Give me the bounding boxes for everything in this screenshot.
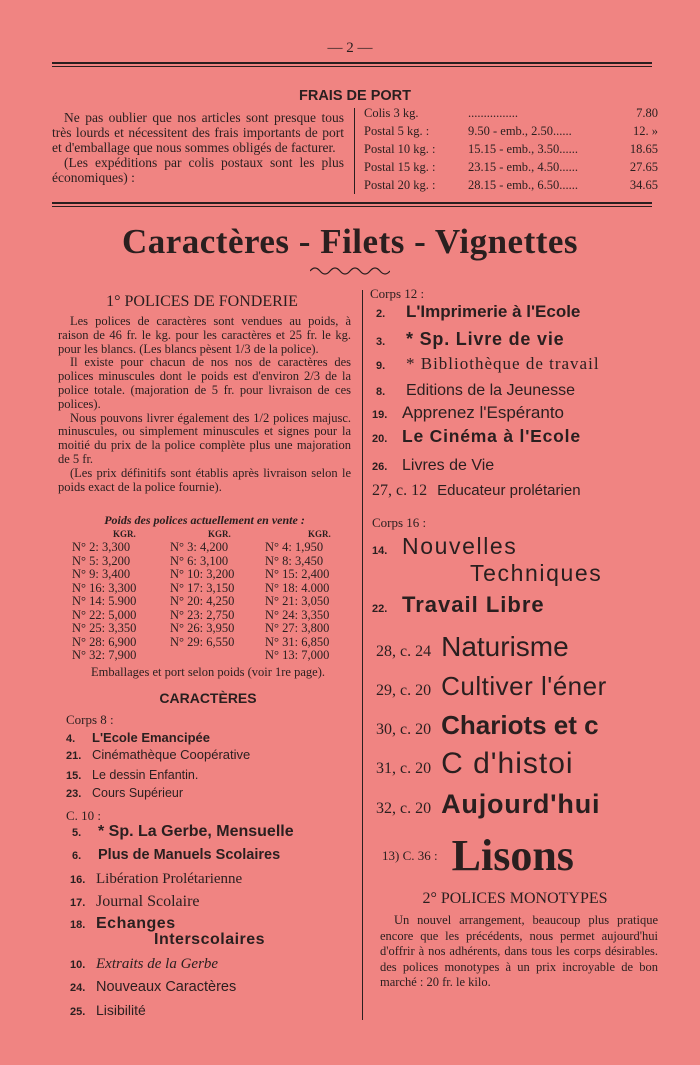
specimen-text-continued: Techniques <box>470 560 603 586</box>
frais-de-port-text <box>52 110 344 185</box>
poids-entry: N° 31: 6,850 <box>265 634 330 649</box>
poids-entry: N° 32: 7,900 <box>72 648 137 662</box>
polices-fonderie-text <box>58 315 351 494</box>
specimen-text: L'Imprimerie à l'Ecole <box>406 302 581 321</box>
specimen-line <box>376 747 574 781</box>
specimen-text: L'Ecole Emancipée <box>92 730 210 745</box>
specimen-text: Lisibilité <box>96 1002 146 1018</box>
fonderie-paragraph: Nous pouvons livrer également des 1/2 polices majusc. minuscules, ou simplement minuscules et signes pour la moitié du prix de la police complète plus une majoration de 5 fr. <box>58 410 351 466</box>
specimen-number: 17. <box>70 897 86 909</box>
rate-total: 12. » <box>633 124 658 138</box>
poids-entry: N° 20: 4,250 <box>170 594 235 608</box>
kgr-label: KGR. <box>113 529 136 539</box>
specimen-number: 27, c. 12 <box>372 482 428 499</box>
poids-column <box>170 541 234 649</box>
specimen-number: 32, c. 20 <box>376 800 432 817</box>
poids-entry: N° 2: 3,300 <box>72 540 131 554</box>
specimen-number: 20. <box>372 433 388 445</box>
specimen-number: 14. <box>372 545 388 557</box>
specimen-line <box>376 789 600 820</box>
poids-entry: N° 23: 2,750 <box>170 607 235 622</box>
specimen-line <box>72 846 280 864</box>
rate-calc: 9.50 - emb., 2.50...... <box>468 124 572 138</box>
fonderie-paragraph: Il existe pour chacun de nos nos de caractères des polices minuscules dont le poids est d'environ 2/3 de la police totale. (majoration de 5 fr. pour livraison de ces polices). <box>58 355 351 411</box>
specimen-line <box>376 302 580 322</box>
poids-entry: N° 26: 3,950 <box>170 621 235 635</box>
specimen-number: 5. <box>72 827 82 839</box>
specimen-line <box>372 426 581 447</box>
specimen-number: 18. <box>70 919 86 931</box>
specimen-text: C d'histoi <box>441 747 574 780</box>
corps-8-label: Corps 8 : <box>66 712 114 727</box>
specimen-number: 2. <box>376 308 386 320</box>
specimen-line <box>70 870 242 888</box>
poids-entry: N° 3: 4,200 <box>170 540 229 554</box>
specimen-line <box>70 1002 146 1020</box>
specimen-line <box>376 671 607 702</box>
specimen-number: 21. <box>66 750 82 762</box>
specimen-text: Libération Prolétarienne <box>96 871 243 887</box>
rate-calc: 15.15 - emb., 3.50...... <box>468 142 579 156</box>
rate-calc: 23.15 - emb., 4.50...... <box>468 160 579 174</box>
specimen-line <box>382 830 574 881</box>
specimen-number: 25. <box>70 1006 86 1018</box>
specimen-number: 15. <box>66 770 82 782</box>
specimen-line <box>376 329 564 350</box>
specimen-line <box>376 382 575 400</box>
polices-fonderie-title: 1° POLICES DE FONDERIE <box>106 293 298 310</box>
specimen-text: Echanges <box>96 915 176 932</box>
specimen-text: Extraits de la Gerbe <box>96 956 219 972</box>
poids-entry: N° 21: 3,050 <box>265 594 330 608</box>
rate-total: 7.80 <box>636 106 658 120</box>
specimen-text-continued: Interscolaires <box>154 931 266 948</box>
rate-row <box>364 158 658 176</box>
specimen-number: 31, c. 20 <box>376 760 432 777</box>
poids-entry: N° 28: 6,900 <box>72 634 137 649</box>
frais-paragraph: (Les expéditions par colis postaux sont les plus économiques) : <box>52 155 344 185</box>
poids-entry: N° 29: 6,550 <box>170 634 235 649</box>
specimen-number: 6. <box>72 850 82 862</box>
specimen-line <box>66 784 183 802</box>
poids-entry: N° 22: 5,000 <box>72 607 137 622</box>
specimen-text: Chariots et c <box>441 710 599 740</box>
specimen-line <box>66 766 198 784</box>
monotypes-paragraph: Un nouvel arrangement, beaucoup plus pratique encore que les précédents, nous permet aujourd'hui d'offrir à nos adhérents, dans tous les corps désirables. des polices monotypes à un prix incroyable de bon marché : 20 fr. le kilo. <box>380 913 658 989</box>
rate-total: 18.65 <box>629 142 658 156</box>
poids-entry: N° 13: 7,000 <box>265 648 330 662</box>
frais-separator <box>354 108 355 194</box>
specimen-line <box>66 746 250 764</box>
rate-row <box>364 140 658 158</box>
specimen-line <box>70 955 218 973</box>
specimen-number: 22. <box>372 603 388 615</box>
caracteres-title: CARACTÈRES <box>159 690 257 706</box>
rate-row <box>364 122 658 140</box>
specimen-text: Lisons <box>451 831 574 880</box>
corps-12-label: Corps 12 : <box>370 286 425 301</box>
specimen-text: Cultiver l'éner <box>441 671 607 701</box>
specimen-line <box>372 457 494 475</box>
poids-entry: N° 16: 3,300 <box>72 580 137 595</box>
specimen-line <box>372 592 545 618</box>
corps-10-label: C. 10 : <box>66 808 102 823</box>
fonderie-paragraph: (Les prix définitifs sont établis après livraison selon le poids exact de la police fournie). <box>58 465 351 494</box>
poids-entry: N° 10: 3,200 <box>170 567 235 581</box>
specimen-text: * Sp. Livre de vie <box>406 329 565 349</box>
poids-entry: N° 14: 5.900 <box>72 594 137 608</box>
specimen-text: Apprenez l'Espéranto <box>402 403 565 422</box>
specimen-text: Travail Libre <box>402 592 545 617</box>
specimen-text: Naturisme <box>441 631 569 662</box>
rate-label: Postal 15 kg. : <box>364 160 436 174</box>
poids-column <box>265 541 329 663</box>
specimen-number: 3. <box>376 336 386 348</box>
specimen-text: Le dessin Enfantin. <box>92 768 199 782</box>
specimen-text: Editions de la Jeunesse <box>406 382 575 399</box>
rate-label: Colis 3 kg. <box>364 106 419 120</box>
specimen-number: 8. <box>376 386 386 398</box>
specimen-number: 24. <box>70 982 86 994</box>
frais-de-port-title: FRAIS DE PORT <box>299 88 411 104</box>
specimen-line <box>66 729 210 747</box>
top-rule <box>52 62 652 64</box>
frais-paragraph: Ne pas oublier que nos articles sont presque tous très lourds et nécessitent des frais importants de port et d'emballage que nous sommes obligés de facturer. <box>52 110 344 155</box>
kgr-label: KGR. <box>208 529 231 539</box>
main-title: Caractères - Filets - Vignettes <box>121 222 579 261</box>
rate-row <box>364 104 658 122</box>
specimen-text: Nouveaux Caractères <box>96 979 237 995</box>
specimen-line <box>372 482 581 500</box>
specimen-line <box>70 978 236 996</box>
column-separator <box>362 290 363 1020</box>
specimen-line <box>372 533 517 560</box>
poids-entry: N° 17: 3,150 <box>170 580 235 595</box>
specimen-number: 16. <box>70 874 86 886</box>
poids-entry: N° 27: 3,800 <box>265 621 330 635</box>
poids-entry: N° 24: 3,350 <box>265 607 330 622</box>
emballage-note: Emballages et port selon poids (voir 1re page). <box>91 665 325 679</box>
poids-entry: N° 6: 3,100 <box>170 553 229 568</box>
polices-monotypes-text <box>380 913 658 991</box>
rate-calc: ................ <box>468 106 518 120</box>
specimen-number: 19. <box>372 409 388 421</box>
specimen-line <box>376 631 569 663</box>
kgr-label: KGR. <box>308 529 331 539</box>
specimen-number: 4. <box>66 733 76 745</box>
poids-entry: N° 8: 3,450 <box>265 553 324 568</box>
specimen-text: Le Cinéma à l'Ecole <box>402 426 581 446</box>
poids-entry: N° 4: 1,950 <box>265 540 324 554</box>
corps-16-label: Corps 16 : <box>372 515 427 530</box>
specimen-text: Plus de Manuels Scolaires <box>98 847 281 863</box>
specimen-number: 26. <box>372 461 388 473</box>
specimen-number: 10. <box>70 959 86 971</box>
poids-column <box>72 541 136 663</box>
rate-total: 34.65 <box>629 178 658 192</box>
poids-entry: N° 5: 3,200 <box>72 553 131 568</box>
specimen-line <box>70 893 200 911</box>
top-rule-thin <box>52 66 652 67</box>
specimen-number: 23. <box>66 788 82 800</box>
wave-ornament-icon <box>310 263 390 275</box>
specimen-text: Journal Scolaire <box>96 893 200 910</box>
specimen-line <box>376 710 599 741</box>
specimen-text: * Sp. La Gerbe, Mensuelle <box>98 823 294 840</box>
specimen-text: Cours Supérieur <box>92 786 184 800</box>
specimen-number: 13) C. 36 : <box>382 847 438 863</box>
rate-label: Postal 10 kg. : <box>364 142 436 156</box>
polices-monotypes-title: 2° POLICES MONOTYPES <box>422 890 608 907</box>
poids-entry: N° 25: 3,350 <box>72 621 137 635</box>
frais-bottom-rule-thin <box>52 206 652 207</box>
specimen-number: 9. <box>376 360 386 372</box>
specimen-number: 28, c. 24 <box>376 643 432 660</box>
specimen-number: 30, c. 20 <box>376 721 432 738</box>
rate-calc: 28.15 - emb., 6.50...... <box>468 178 579 192</box>
specimen-text: Educateur prolétarien <box>437 482 581 499</box>
poids-title: Poids des polices actuellement en vente : <box>104 513 305 527</box>
page-number: — 2 — <box>327 40 373 56</box>
specimen-line <box>372 403 564 423</box>
fonderie-paragraph: Les polices de caractères sont vendues au poids, à raison de 46 fr. le kg. pour les caractères et 25 fr. le kg. pour les blancs. (Les blancs pèsent 1/3 de la police). <box>58 314 351 356</box>
specimen-line <box>376 354 600 374</box>
rate-row <box>364 176 658 194</box>
specimen-text: Aujourd'hui <box>441 789 601 819</box>
poids-entry: N° 9: 3,400 <box>72 567 131 581</box>
frais-bottom-rule <box>52 202 652 204</box>
rate-label: Postal 5 kg. : <box>364 124 430 138</box>
rate-label: Postal 20 kg. : <box>364 178 436 192</box>
rate-total: 27.65 <box>629 160 658 174</box>
specimen-line <box>72 823 294 841</box>
specimen-text: * Bibliothèque de travail <box>406 354 600 373</box>
specimen-text: Nouvelles <box>402 533 518 559</box>
specimen-number: 29, c. 20 <box>376 682 432 699</box>
poids-entry: N° 18: 4.000 <box>265 580 330 595</box>
poids-entry: N° 15: 2,400 <box>265 567 330 581</box>
specimen-text: Livres de Vie <box>402 457 495 474</box>
specimen-text: Cinémathèque Coopérative <box>92 747 251 762</box>
